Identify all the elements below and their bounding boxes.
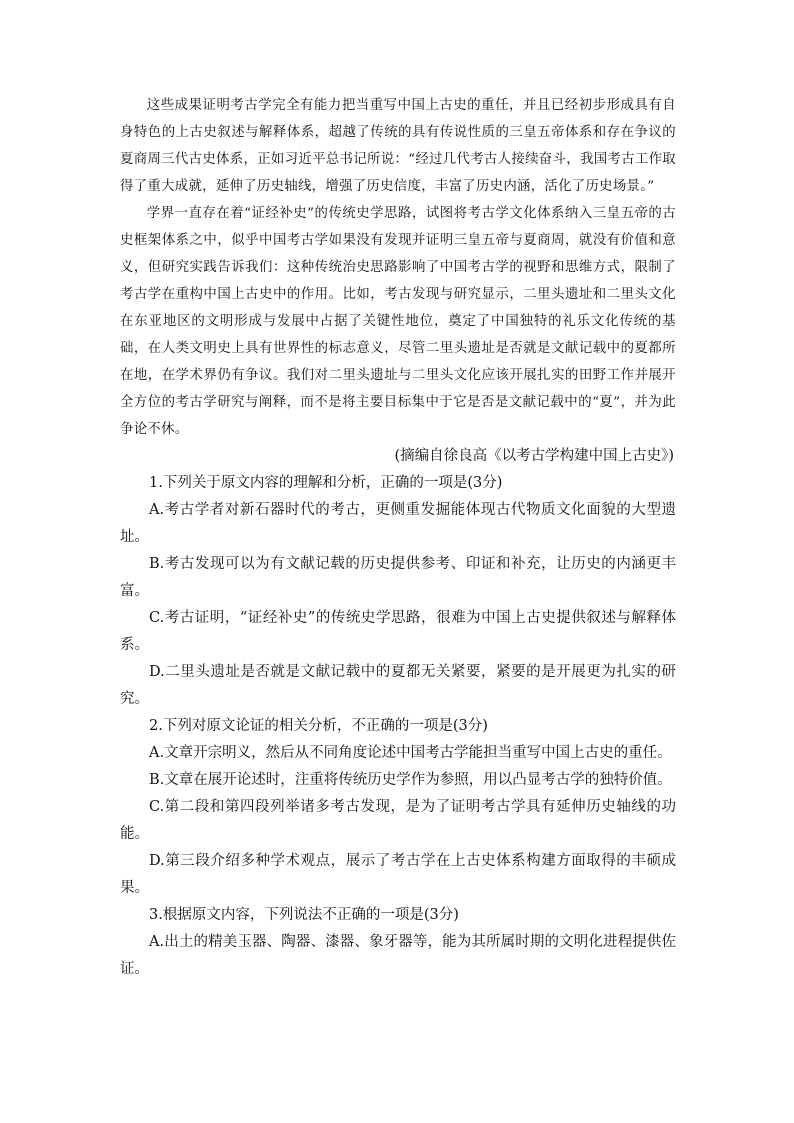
question-1 (120, 470, 676, 713)
article-paragraph-1: 这些成果证明考古学完全有能力把当重写中国上古史的重任，并且已经初步形成具有自身特色的上古史叙述与解释体系，超越了传统的具有传说性质的三皇五帝体系和存在争议的夏商周三代古史体系，正如习近平总书记所说：“经过几代考古人接续奋斗，我国考古工作取得了重大成就，延伸了历史轴线，增强了历史信度，丰富了历史内涵，活化了历史场景。” (120, 98, 676, 194)
question-2 (120, 713, 676, 902)
question-1-option-b: B.考古发现可以为有文献记载的历史提供参考、印证和补充，让历史的内涵更丰富。 (120, 556, 676, 599)
question-1-option-d: D.二里头遗址是否就是文献记载中的夏都无关紧要，紧要的是开展更为扎实的研究。 (120, 664, 676, 707)
document-page (120, 92, 676, 983)
question-1-option-c: C.考古证明，“证经补史”的传统史学思路，很难为中国上古史提供叙述与解释体系。 (120, 610, 676, 653)
question-2-option-b: B.文章在展开论述时，注重将传统历史学作为参照，用以凸显考古学的独特价值。 (149, 772, 672, 788)
question-3-stem: 3.根据原文内容，下列说法不正确的一项是(3分) (149, 907, 459, 923)
article-source-citation: (摘编自徐良高《以考古学构建中国上古史》) (394, 448, 674, 464)
question-1-option-a: A.考古学者对新石器时代的考古，更侧重发掘能体现古代物质文化面貌的大型遗址。 (120, 502, 676, 545)
question-2-stem: 2.下列对原文论证的相关分析，不正确的一项是(3分) (149, 718, 488, 734)
question-3 (120, 902, 676, 983)
question-2-option-a: A.文章开宗明义，然后从不同角度论述中国考古学能担当重写中国上古史的重任。 (149, 745, 672, 761)
question-1-stem: 1.下列关于原文内容的理解和分析，正确的一项是(3分) (149, 475, 503, 491)
question-2-option-c: C.第二段和第四段列举诸多考古发现，是为了证明考古学具有延伸历史轴线的功能。 (120, 799, 676, 842)
question-3-option-a: A.出土的精美玉器、陶器、漆器、象牙器等，能为其所属时期的文明化进程提供佐证。 (120, 934, 676, 977)
question-2-option-d: D.第三段介绍多种学术观点，展示了考古学在上古史体系构建方面取得的丰硕成果。 (120, 853, 676, 896)
article-paragraph-2: 学界一直存在着“证经补史”的传统史学思路，试图将考古学文化体系纳入三皇五帝的古史框架体系之中，似乎中国考古学如果没有发现并证明三皇五帝与夏商周，就没有价值和意义，但研究实践告诉我们：这种传统治史思路影响了中国考古学的视野和思维方式，限制了考古学在重构中国上古史中的作用。比如，考古发现与研究显示，二里头遗址和二里头文化在东亚地区的文明形成与发展中占据了关键性地位，奠定了中国独特的礼乐文化传统的基础，在人类文明史上具有世界性的标志意义，尽管二里头遗址是否就是文献记载中的夏都所在地，在学术界仍有争议。我们对二里头遗址与二里头文化应该开展扎实的田野工作并展开全方位的考古学研究与阐释，而不是将主要目标集中于它是否是文献记载中的“夏”，并为此争论不休。 (120, 206, 676, 437)
